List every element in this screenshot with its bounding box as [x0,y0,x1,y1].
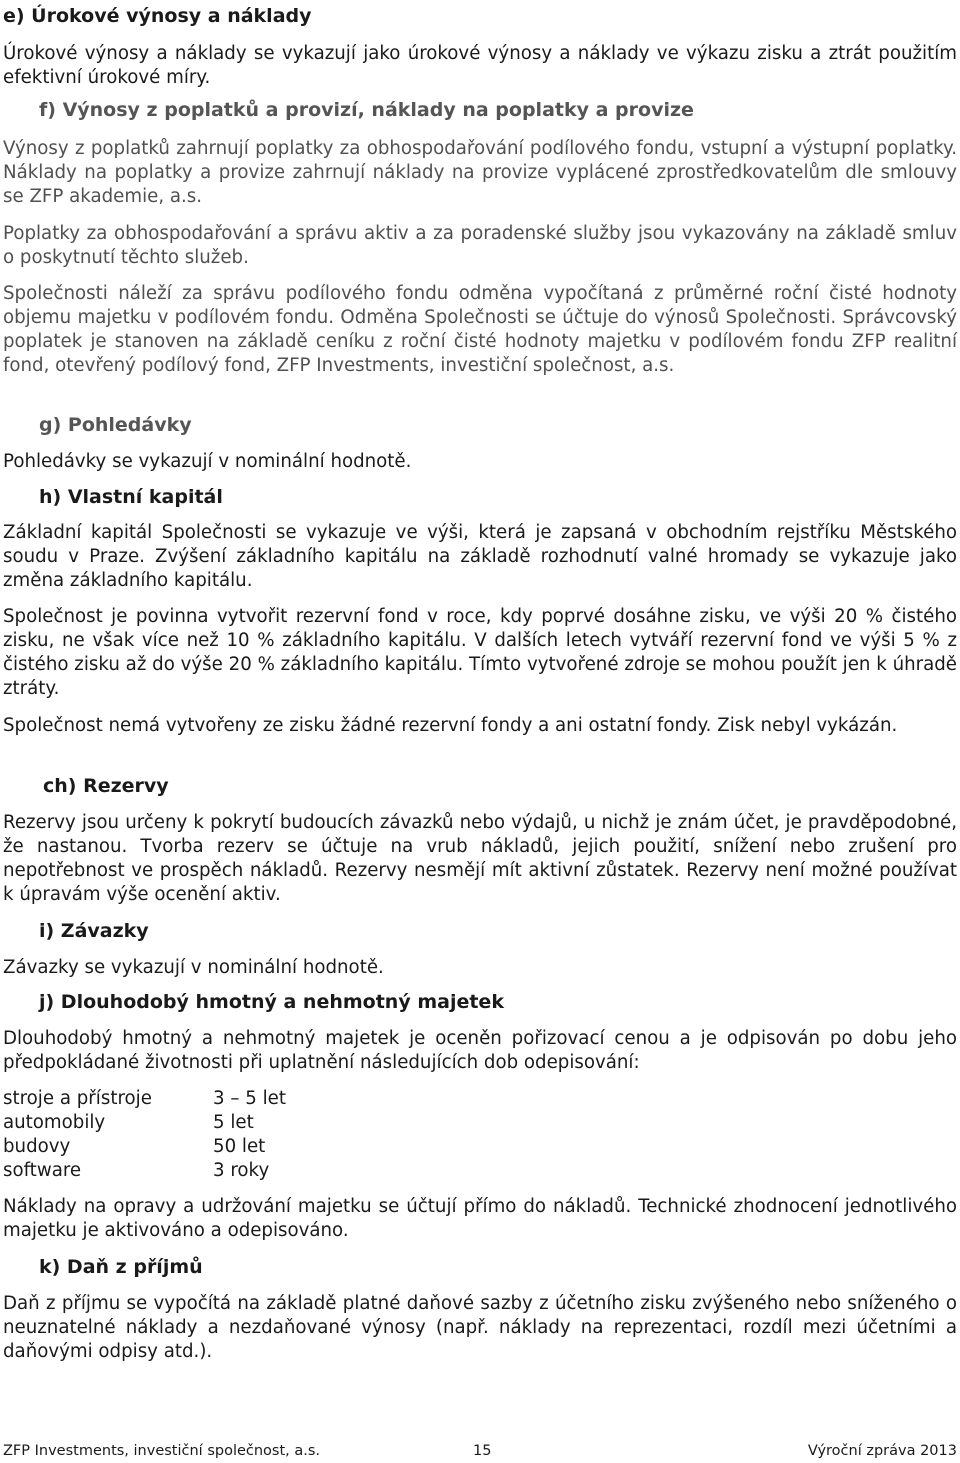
asset-period: 50 let [213,1136,266,1157]
depreciation-row [3,1111,323,1135]
heading-h: h) Vlastní kapitál [39,486,223,508]
paragraph-ch-1: Rezervy jsou určeny k pokrytí budoucích závazků nebo výdajů, u nichž je znám účet, je pravděpodobné, že nastanou. Tvorba rezerv se účtuje na vrub nákladů, jejich použití, snížení nebo zrušení pro nepotřebnost ve prospěch nákladů. Rezervy nesmějí mít aktivní zůstatek. Rezervy není možné používat k úpravám výše ocenění aktiv. [3,812,957,905]
paragraph-f-3: Společnosti náleží za správu podílového fondu odměna vypočítaná z průměrné roční čisté hodnoty objemu majetku v podílovém fondu. Odměna Společnosti se účtuje do výnosů Společnosti. Správcovský poplatek je stanoven na základě ceníku z roční čisté hodnoty majetku v podílovém fondu ZFP realitní fond, otevřený podílový fond, ZFP Investments, investiční společnost, a.s. [3,283,957,376]
asset-period: 5 let [213,1112,254,1133]
page-footer [3,1441,957,1461]
depreciation-row [3,1159,323,1183]
asset-name: stroje a přístroje [3,1088,152,1109]
paragraph-h-3: Společnost nemá vytvořeny ze zisku žádné rezervní fondy a ani ostatní fondy. Zisk nebyl vykázán. [3,715,898,736]
asset-name: budovy [3,1136,71,1157]
paragraph-k-1: Daň z příjmu se vypočítá na základě platné daňové sazby z účetního zisku zvýšeného nebo sníženého o neuznatelné náklady a nezdaňované výnosy (např. náklady na reprezentaci, rozdíl mezi účetními a daňovými odpisy atd.). [3,1293,957,1362]
paragraph-f-2: Poplatky za obhospodařování a správu aktiv a za poradenské služby jsou vykazovány na základě smluv o poskytnutí těchto služeb. [3,223,957,268]
footer-report-title: Výroční zpráva 2013 [807,1443,957,1459]
depreciation-row [3,1135,323,1159]
paragraph-g-1: Pohledávky se vykazují v nominální hodnotě. [3,451,412,472]
heading-f: f) Výnosy z poplatků a provizí, náklady na poplatky a provize [39,99,694,121]
asset-name: automobily [3,1112,106,1133]
paragraph-h-2: Společnost je povinna vytvořit rezervní fond v roce, kdy poprvé dosáhne zisku, ve výši 20 % čistého zisku, ne však více než 10 % základního kapitálu. V dalších letech vytváří rezervní fond ve výši 5 % z čistého zisku až do výše 20 % základního kapitálu. Tímto vytvořené zdroje se mohou použít jen k úhradě ztráty. [3,606,957,699]
paragraph-e-1: Úrokové výnosy a náklady se vykazují jako úrokové výnosy a náklady ve výkazu zisku a ztrát použitím efektivní úrokové míry. [3,43,957,88]
asset-period: 3 – 5 let [213,1088,286,1109]
heading-ch: ch) Rezervy [43,775,169,797]
depreciation-row [3,1087,323,1111]
footer-page-number: 15 [473,1443,492,1459]
heading-j: j) Dlouhodobý hmotný a nehmotný majetek [39,991,504,1013]
paragraph-f-1: Výnosy z poplatků zahrnují poplatky za obhospodařování podílového fondu, vstupní a výstupní poplatky. Náklady na poplatky a provize zahrnují náklady na provize vyplácené zprostředkovatelům dle smlouvy se ZFP akademie, a.s. [3,138,957,207]
asset-name: software [3,1160,82,1181]
heading-i: i) Závazky [39,920,149,942]
depreciation-table [3,1087,323,1183]
footer-company: ZFP Investments, investiční společnost, a.s. [3,1443,321,1459]
paragraph-h-1: Základní kapitál Společnosti se vykazuje ve výši, která je zapsaná v obchodním rejstříku Městského soudu v Praze. Zvýšení základního kapitálu na základě rozhodnutí valné hromady se vykazuje jako změna základního kapitálu. [3,522,957,591]
paragraph-i-1: Závazky se vykazují v nominální hodnotě. [3,957,384,978]
heading-e: e) Úrokové výnosy a náklady [3,5,312,27]
asset-period: 3 roky [213,1160,270,1181]
heading-k: k) Daň z příjmů [39,1256,203,1278]
paragraph-j-1: Dlouhodobý hmotný a nehmotný majetek je oceněn pořizovací cenou a je odpisován po dobu jeho předpokládané životnosti při uplatnění následujících dob odepisování: [3,1028,957,1073]
paragraph-j-2: Náklady na opravy a udržování majetku se účtují přímo do nákladů. Technické zhodnocení jednotlivého majetku je aktivováno a odepisováno. [3,1196,957,1241]
heading-g: g) Pohledávky [39,414,192,436]
